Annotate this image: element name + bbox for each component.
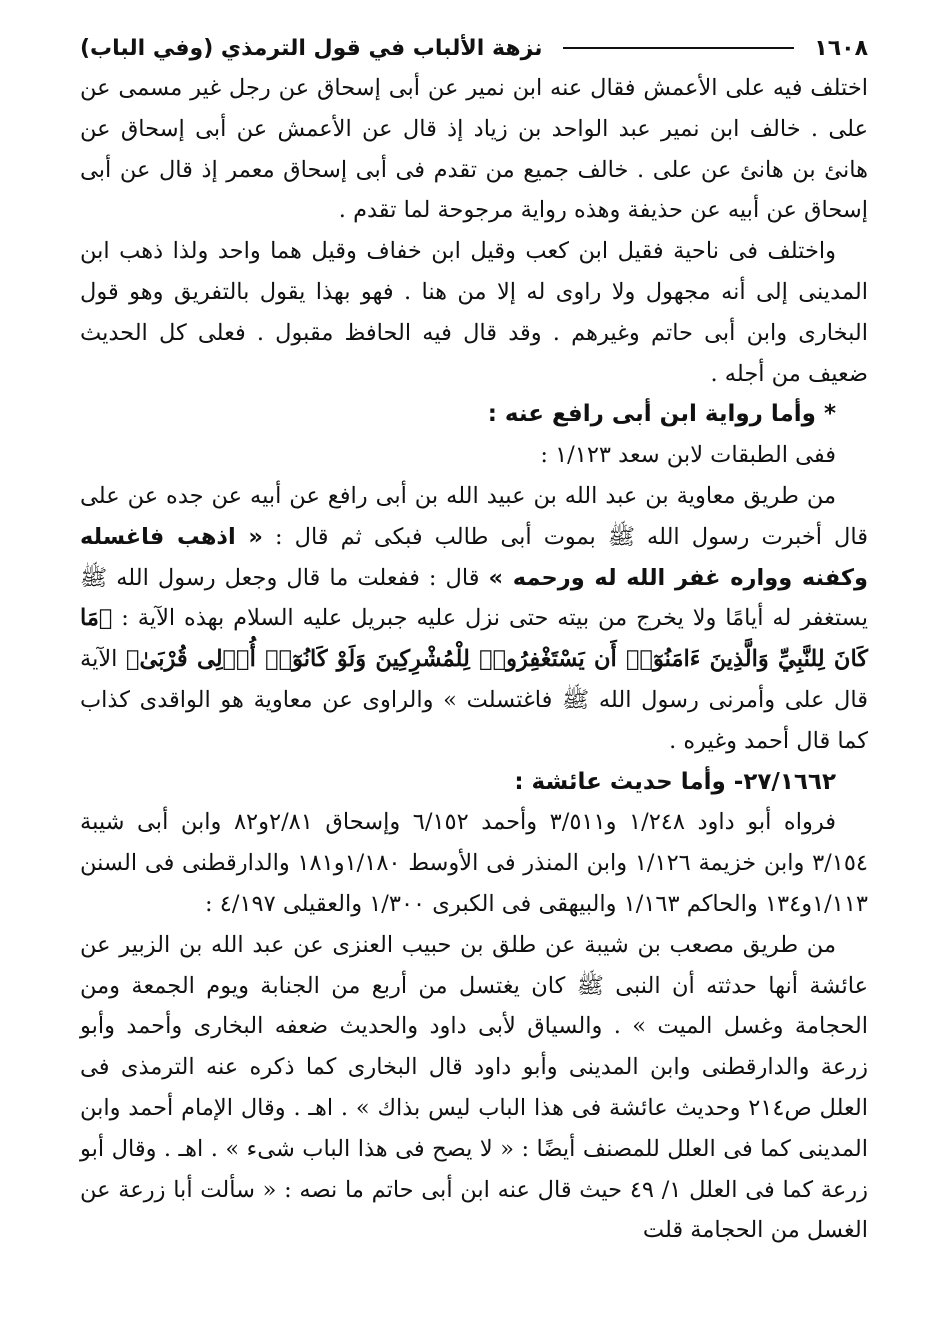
quran-verse: ﴿مَا كَانَ لِلنَّبِيِّ وَالَّذِينَ ءَامَنُوٓا۟ أَن يَسْتَغْفِرُوا۟ لِلْمُشْرِكِينَ وَلَوْ كَانُوٓا۟ أُو۟لِى قُرْبَىٰ﴾ — [80, 605, 869, 673]
narration-text: من طريق معاوية بن عبد الله بن عبيد الله بن أبى رافع عن أبيه عن جده عن على قال أخبرت رسول الله ﷺ بموت أبى طالب فبكى ثم قال : — [80, 482, 868, 550]
page-number: ١٦٠٨ — [814, 35, 868, 61]
narration-text: قال : ففعلت ما قال وجعل رسول الله ﷺ يستغفر له أيامًا ولا يخرج من بيته حتى نزل عليه جبريل عليه السلام بهذه الآية : — [80, 564, 868, 632]
paragraph-2: واختلف فى ناحية فقيل ابن كعب وقيل ابن خفاف وقيل هما واحد ولذا ذهب ابن المدينى إلى أنه مجهول ولا راوى له إلا من هنا . فهو بهذا يقول بالتفريق وهو قول البخارى وابن أبى حاتم وغيرهم . وقد قال فيه الحافظ مقبول . فعلى كل الحديث ضعيف من أجله . — [80, 238, 868, 387]
running-header — [80, 28, 868, 68]
source-citation: ففى الطبقات لابن سعد ١/١٢٣ : — [540, 442, 836, 469]
header-rule — [563, 47, 795, 49]
paragraph-3 — [80, 476, 868, 762]
paragraph-1: اختلف فيه على الأعمش فقال عنه ابن نمير عن أبى إسحاق عن رجل غير مسمى عن على . خالف ابن نمير عبد الواحد بن زياد إذ قال عن الأعمش عن أبى إسحاق عن هانئ بن هانئ عن على . خالف جميع من تقدم فى أبى إسحاق معمر إذ قال عن أبى إسحاق عن أبيه عن حذيفة وهذه رواية مرجوحة لما تقدم . — [80, 75, 868, 224]
section-heading-ibn-abi-rafi: * وأما رواية ابن أبى رافع عنه : — [487, 401, 836, 428]
book-page — [80, 28, 868, 1251]
narration-text: الآية قال على وأمرنى رسول الله ﷺ فاغتسلت » والراوى عن معاوية هو الواقدى كذاب كما قال أحمد وغيره . — [80, 646, 868, 754]
paragraph-5: من طريق مصعب بن شيبة عن طلق بن حبيب العنزى عن عبد الله بن الزبير عن عائشة أنها حدثته أن النبى ﷺ كان يغتسل من أربع من الجنابة ويوم الجمعة ومن الحجامة وغسل الميت » . والسياق لأبى داود والحديث ضعفه البخارى وأحمد وأبو زرعة والدارقطنى وابن المدينى وأبو داود قال البخارى كما ذكره عنه الترمذى فى العلل ص٢١٤ وحديث عائشة فى هذا الباب ليس بذاك » . اهـ . وقال الإمام أحمد وابن المدينى كما فى العلل للمصنف أيضًا : « لا يصح فى هذا الباب شىء » . اهـ . وقال أبو زرعة كما فى العلل ١/ ٤٩ حيث قال عنه ابن أبى حاتم ما نصه : « سألت أبا زرعة عن الغسل من الحجامة قلت — [80, 931, 868, 1244]
section-heading-aisha: ٢٧/١٦٦٢- وأما حديث عائشة : — [514, 768, 836, 795]
hadith-quote: « اذهب فاغسله وكفنه وواره غفر الله له ورحمه » — [80, 523, 869, 591]
paragraph-4: فرواه أبو داود ١/٢٤٨ و٣/٥١١ وأحمد ٦/١٥٢ وإسحاق ٢/٨١و٨٢ وابن أبى شيبة ٣/١٥٤ وابن خزيمة ١/١٢٦ وابن المنذر فى الأوسط ١/١٨٠و١٨١ والدارقطنى فى السنن ١/١١٣و١٣٤ والحاكم ١/١٦٣ والبيهقى فى الكبرى ١/٣٠٠ والعقيلى ٤/١٩٧ : — [80, 809, 869, 917]
running-title: نزهة الألباب في قول الترمذي (وفي الباب) — [80, 35, 543, 61]
